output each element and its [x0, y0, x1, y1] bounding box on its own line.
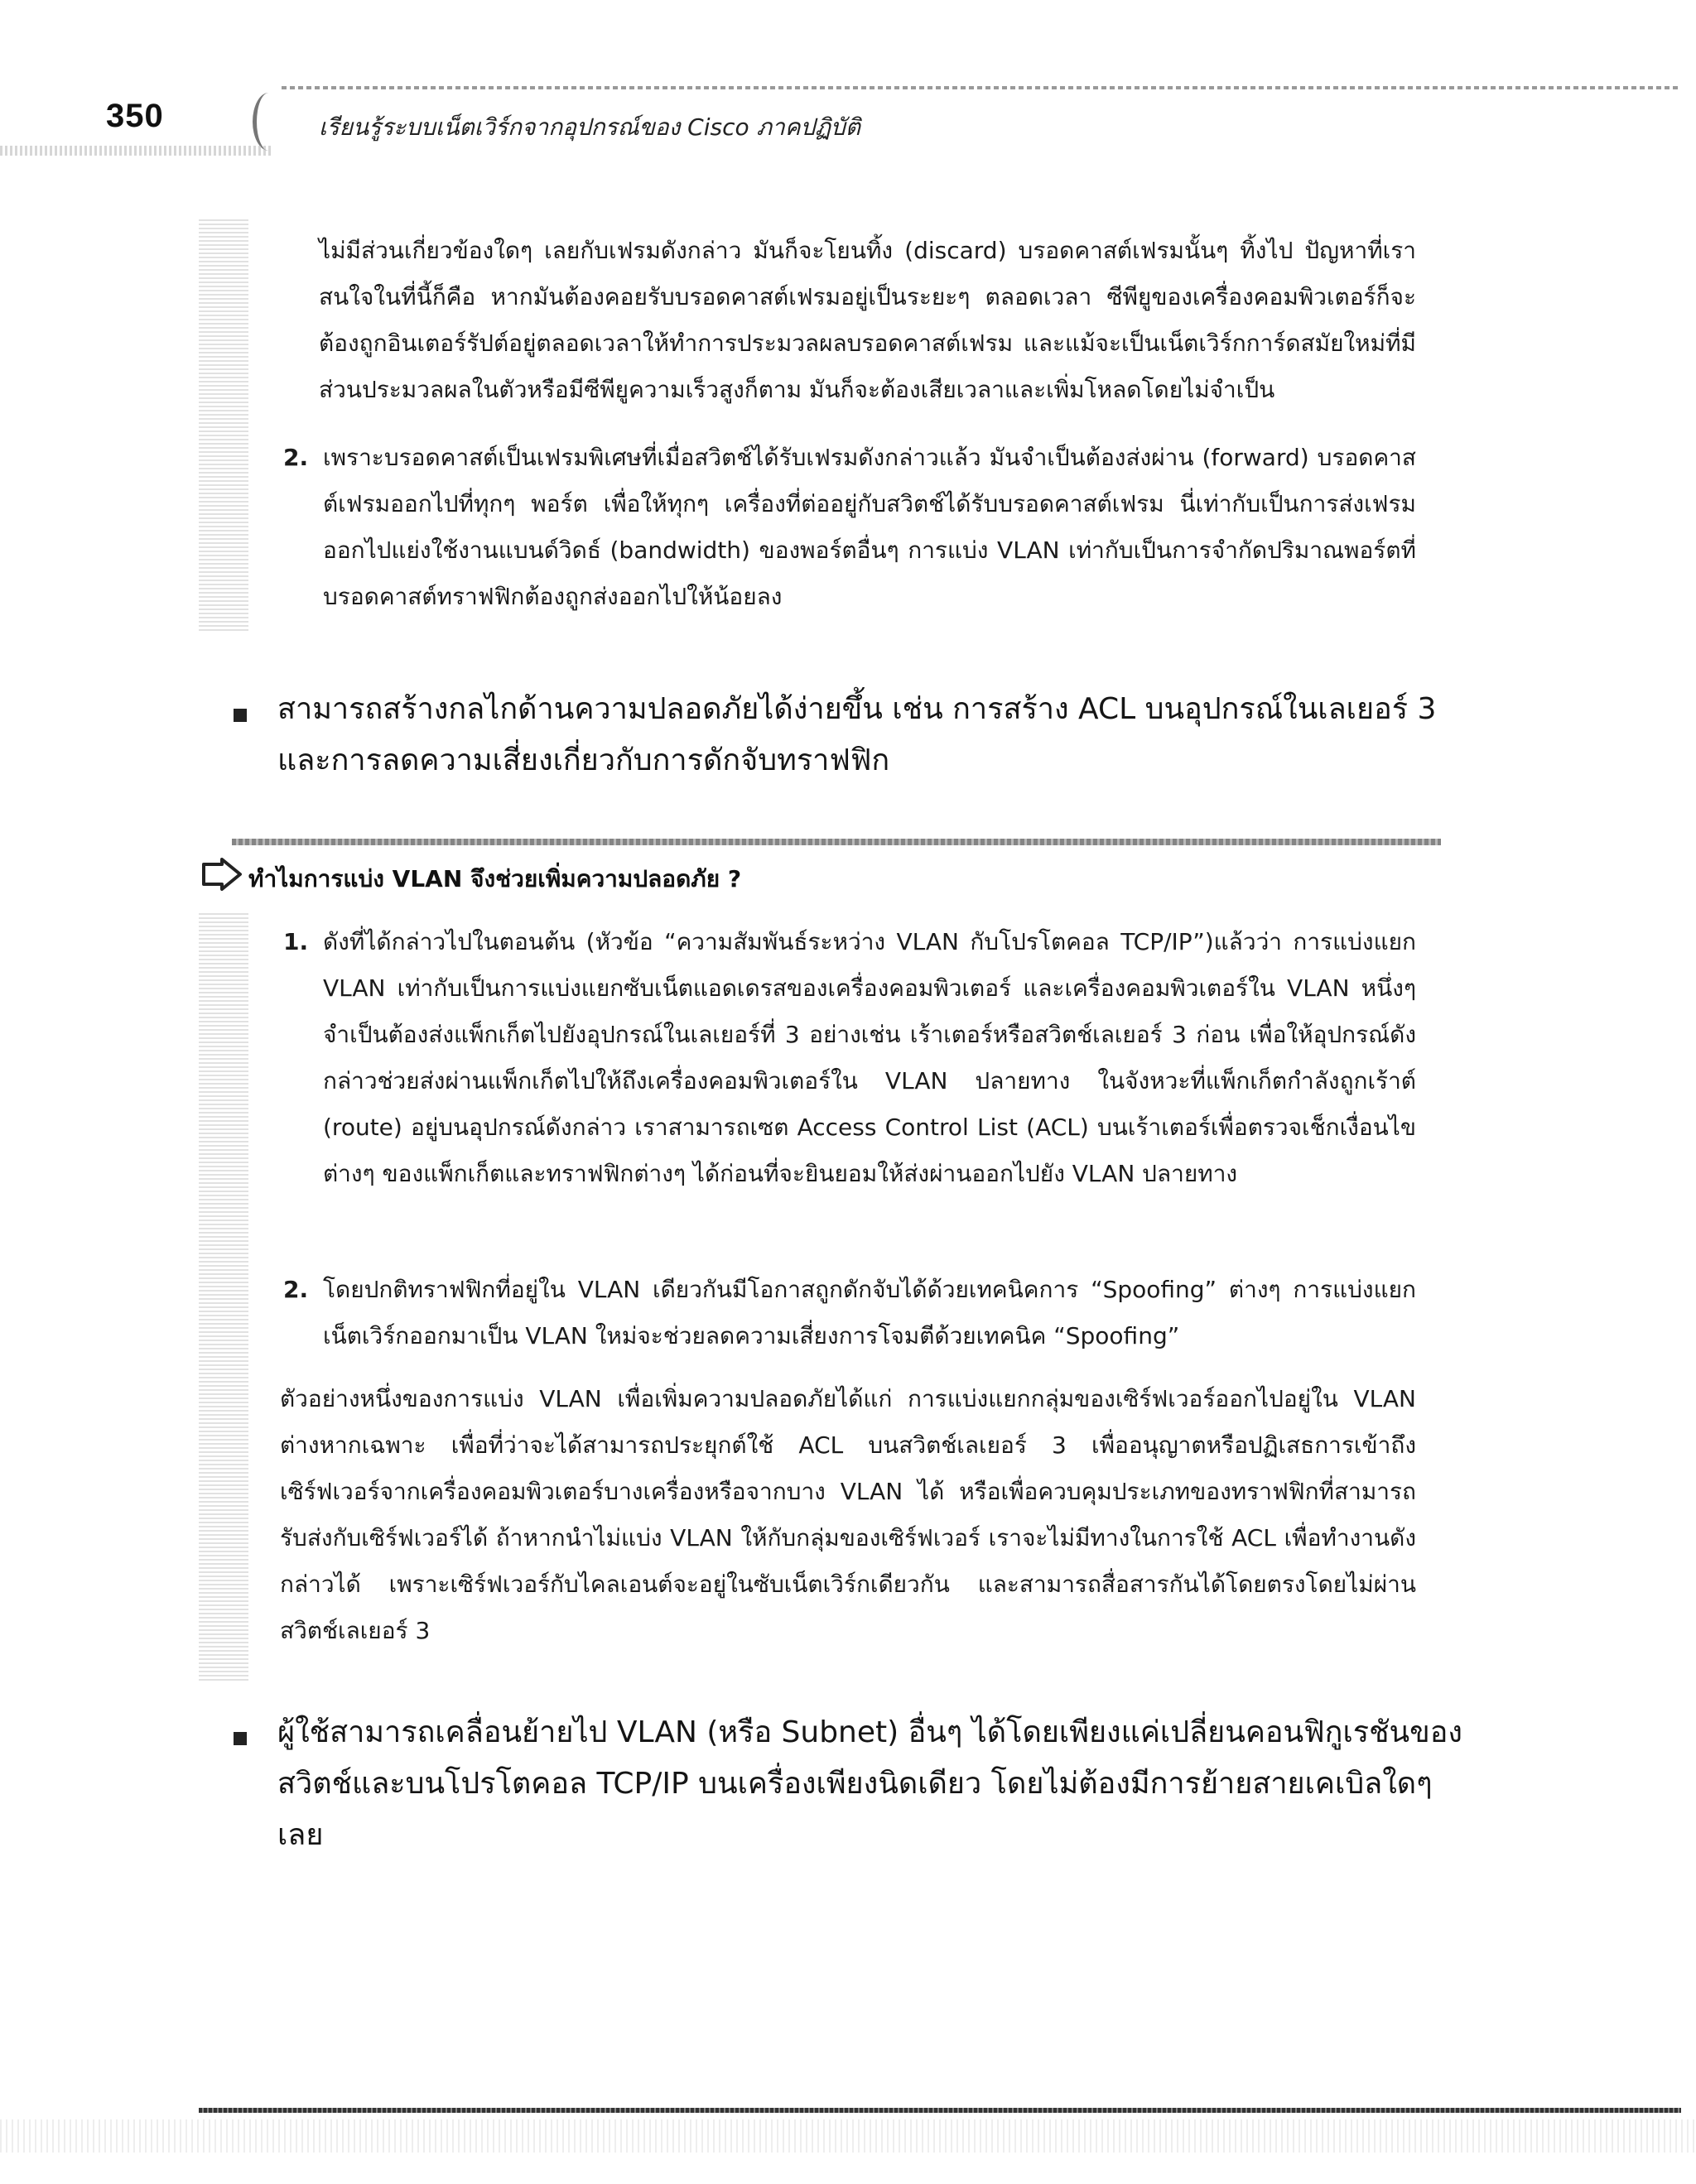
running-head: เรียนรู้ระบบเน็ตเวิร์กจากอุปกรณ์ของ Cisco ภาคปฏิบัติ	[319, 113, 860, 141]
box-item-2-text: โดยปกติทราฟฟิกที่อยู่ใน VLAN เดียวกันมีโอกาสถูกดักจับได้ด้วยเทคนิคการ “Spoofing” ต่างๆ การแบ่งแยกเน็ตเวิร์กออกมาเป็น VLAN ใหม่จะช่วยลดความเสี่ยงการโจมตีด้วยเทคนิค “Spoofing”	[323, 1276, 1416, 1349]
box-item-1-number: 1.	[283, 928, 309, 955]
bullet-security: สามารถสร้างกลไกด้านความปลอดภัยได้ง่ายขึ้น เช่น การสร้าง ACL บนอุปกรณ์ในเลเยอร์ 3 และการลดความเสี่ยงเกี่ยวกับการดักจับทราฟฟิก	[277, 692, 1437, 777]
point-2-text: เพราะบรอดคาสต์เป็นเฟรมพิเศษที่เมื่อสวิตช์ได้รับเฟรมดังกล่าวแล้ว มันจำเป็นต้องส่งผ่าน (forward) บรอดคาสต์เฟรมออกไปที่ทุกๆ พอร์ต เพื่อให้ทุกๆ เครื่องที่ต่ออยู่กับสวิตช์ได้รับบรอดคาสต์เฟรม นี่เท่ากับเป็นการส่งเฟรมออกไปแย่งใช้งานแบนด์วิดธ์ (bandwidth) ของพอร์ตอื่นๆ การแบ่ง VLAN เท่ากับเป็นการจำกัดปริมาณพอร์ตที่บรอดคาสต์ทราฟฟิกต้องถูกส่งออกไปให้น้อยลง	[323, 444, 1416, 610]
box-example-paragraph: ตัวอย่างหนึ่งของการแบ่ง VLAN เพื่อเพิ่มความปลอดภัยได้แก่ การแบ่งแยกกลุ่มของเซิร์ฟเวอร์ออกไปอยู่ใน VLAN ต่างหากเฉพาะ เพื่อที่ว่าจะได้สามารถประยุกต์ใช้ ACL บนสวิตช์เลเยอร์ 3 เพื่ออนุญาตหรือปฏิเสธการเข้าถึงเซิร์ฟเวอร์จากเครื่องคอมพิวเตอร์บางเครื่องหรือจากบาง VLAN ได้ หรือเพื่อควบคุมประเภทของทราฟฟิกที่สามารถรับส่งกับเซิร์ฟเวอร์ได้ ถ้าหากนำไม่แบ่ง VLAN ให้กับกลุ่มของเซิร์ฟเวอร์ เราจะไม่มีทางในการใช้ ACL เพื่อทำงานดังกล่าวได้ เพราะเซิร์ฟเวอร์กับไคลเอนต์จะอยู่ในซับเน็ตเวิร์กเดียวกัน และสามารถสื่อสารกันได้โดยตรงโดยไม่ผ่านสวิตช์เลเยอร์ 3	[280, 1385, 1416, 1644]
bullet-mobility: ผู้ใช้สามารถเคลื่อนย้ายไป VLAN (หรือ Subnet) อื่นๆ ได้โดยเพียงแค่เปลี่ยนคอนฟิกูเรชันของสวิตช์และบนโปรโตคอล TCP/IP บนเครื่องเพียงนิดเดียว โดยไม่ต้องมีการย้ายสายเคเบิลใดๆ เลย	[277, 1715, 1462, 1852]
square-bullet-icon	[234, 1732, 247, 1745]
box-margin-shading	[199, 911, 248, 1681]
header-shading	[0, 146, 273, 156]
intro-paragraph: ไม่มีส่วนเกี่ยวข้องใดๆ เลยกับเฟรมดังกล่าว มันก็จะโยนทิ้ง (discard) บรอดคาสต์เฟรมนั้นๆ ทิ้งไป ปัญหาที่เราสนใจในที่นี้ก็คือ หากมันต้องคอยรับบรอดคาสต์เฟรมอยู่เป็นระยะๆ ตลอดเวลา ซีพียูของเครื่องคอมพิวเตอร์ก็จะต้องถูกอินเตอร์รัปต์อยู่ตลอดเวลาให้ทำการประมวลผลบรอดคาสต์เฟรม และแม้จะเป็นเน็ตเวิร์กการ์ดสมัยใหม่ที่มีส่วนประมวลผลในตัวหรือมีซีพียูความเร็วสูงก็ตาม มันก็จะต้องเสียเวลาและเพิ่มโหลดโดยไม่จำเป็น	[319, 237, 1416, 403]
header-rule	[282, 86, 1681, 89]
box-item-1	[283, 919, 1416, 1197]
footer-shading	[0, 2119, 1696, 2153]
point-2	[283, 435, 1416, 620]
square-bullet-icon	[234, 709, 247, 722]
box-top-rule	[232, 839, 1441, 845]
box-title: ทำไมการแบ่ง VLAN จึงช่วยเพิ่มความปลอดภัย ?	[248, 865, 742, 892]
box-item-1-text: ดังที่ได้กล่าวไปในตอนต้น (หัวข้อ “ความสัมพันธ์ระหว่าง VLAN กับโปรโตคอล TCP/IP”)แล้วว่า การแบ่งแยก VLAN เท่ากับเป็นการแบ่งแยกซับเน็ตแอดเดรสของเครื่องคอมพิวเตอร์ และเครื่องคอมพิวเตอร์ใน VLAN หนึ่งๆ จำเป็นต้องส่งแพ็กเก็ตไปยังอุปกรณ์ในเลเยอร์ที่ 3 อย่างเช่น เร้าเตอร์หรือสวิตช์เลเยอร์ 3 ก่อน เพื่อให้อุปกรณ์ดังกล่าวช่วยส่งผ่านแพ็กเก็ตไปให้ถึงเครื่องคอมพิวเตอร์ใน VLAN ปลายทาง ในจังหวะที่แพ็กเก็ตกำลังถูกเร้าต์ (route) อยู่บนอุปกรณ์ดังกล่าว เราสามารถเซต Access Control List (ACL) บนเร้าเตอร์เพื่อตรวจเช็กเงื่อนไขต่างๆ ของแพ็กเก็ตและทราฟฟิกต่างๆ ได้ก่อนที่จะยินยอมให้ส่งผ่านออกไปยัง VLAN ปลายทาง	[323, 928, 1416, 1187]
box-item-2	[283, 1267, 1416, 1359]
box-item-2-number: 2.	[283, 1276, 309, 1303]
page-number: 350	[106, 98, 164, 134]
point-2-number: 2.	[283, 444, 309, 471]
pointing-hand-icon	[200, 858, 243, 891]
margin-shading	[199, 217, 248, 631]
footer-rule	[199, 2108, 1681, 2113]
header-swoosh	[253, 93, 285, 151]
